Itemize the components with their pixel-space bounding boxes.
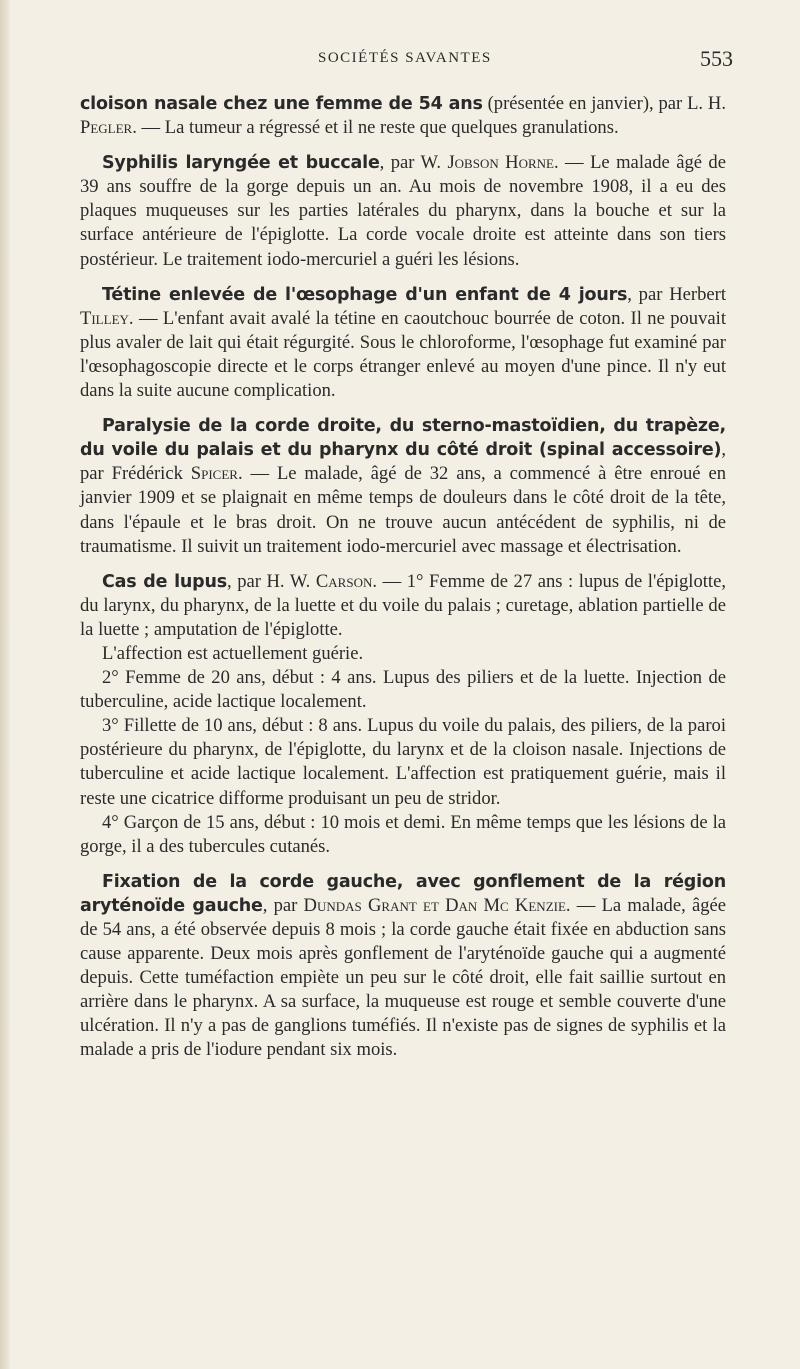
lupus-paragraph: 2° Femme de 20 ans, début : 4 ans. Lupus des piliers et de la luette. Injection de tuberculine, acide lactique localement. [80,667,726,713]
running-head: SOCIÉTÉS SAVANTES [318,50,492,66]
entry-title: Cas de lupus [102,571,227,592]
entry-title: Paralysie de la corde droite, du sterno-mastoïdien, du trapèze, du voile du palais et du pharynx du côté droit (spinal accessoire) [80,416,726,461]
entry-author: Dundas Grant et Dan Mc Kenzie [303,894,566,916]
entry-text: . — 1° Femme de 27 ans : lupus de l'épiglotte, du larynx, du pharynx, de la luette et du voile du palais ; curetage, ablation partielle de la luette ; amputation de l'épiglotte. [80,570,727,640]
entry-byline: , par Herbert [627,283,726,305]
entry-syphilis [80,151,726,271]
lupus-paragraph: 4° Garçon de 15 ans, début : 10 mois et demi. En même temps que les lésions de la gorge, il a des tubercules cutanés. [80,811,726,857]
entry-title: Fixation de la corde gauche, avec gonflement de la région aryténoïde gauche [80,871,726,916]
entry-lupus [80,570,726,642]
lupus-paragraph: 3° Fillette de 10 ans, début : 8 ans. Lupus du voile du palais, des piliers, de la paroi postérieure du pharynx, de l'épiglotte, du larynx et de la cloison nasale. Injections de tuberculine et acide lactique localement. L'affection est pratiquement guérie, mais il reste une cicatrice difforme produisant un peu de stridor. [80,715,726,809]
entry-byline: , par Frédérick [80,439,726,485]
entry-text: . — La tumeur a régressé et il ne reste que quelques granulations. [132,117,619,139]
entry-title: Syphilis laryngée et buccale [102,153,380,174]
entry-author: Tilley [80,307,129,329]
entry-paralysie [80,414,726,559]
entry-cloison-nasale [80,92,726,140]
entry-author: Carson [315,570,373,592]
entry-tetine [80,283,726,403]
entry-title: Tétine enlevée de l'œsophage d'un enfant de 4 jours [102,284,628,305]
entry-text: . — Le malade âgé de 39 ans souffre de la gorge depuis un an. Au mois de novembre 1908, il a eu des plaques muqueuses sur les parties latérales du pharynx, dans la bouche et sur la surface antérieure de l'épiglotte. La corde vocale droite est atteinte dans son tiers postérieur. Le traitement iodo-mercuriel a guéri les lésions. [80,152,726,270]
entry-author: Jobson Horne [447,152,554,174]
entry-byline: , par W. [379,152,448,174]
entry-byline: , par [262,894,304,916]
entry-author: Pegler [80,117,133,139]
entry-title: cloison nasale chez une femme de 54 ans [80,94,483,114]
article-body [80,92,726,1063]
page-edge [0,0,10,1369]
entry-text: . — La malade, âgée de 54 ans, a été observée depuis 8 mois ; la corde gauche était fixée en abduction sans cause apparente. Deux mois après gonflement de l'aryténoïde gauche qui a augmenté depuis. Cette tuméfaction empiète un peu sur le côté droit, elle fait saillie surtout en arrière dans le pharynx. A sa surface, la muqueuse est rouge et semble couverte d'une ulcération. Il n'y a pas de ganglions tuméfiés. Il n'existe pas de signes de syphilis et la malade a pris de l'iodure pendant six mois. [80,894,727,1061]
lupus-paragraph: L'affection est actuellement guérie. [102,642,364,664]
entry-byline: (présentée en janvier), par L. H. [482,93,726,114]
page-header [0,46,800,80]
page-number: 553 [700,46,733,71]
entry-byline: , par H. W. [226,570,316,592]
entry-text: . — Le malade, âgé de 32 ans, a commencé à être enroué en janvier 1909 et se plaignait en même temps de douleurs dans le côté droit de la tête, dans l'épaule et le bras droit. On ne trouve aucun antécédent de syphilis, ni de traumatisme. Il suivit un traitement iodo-mercuriel avec massage et électrisation. [80,463,726,557]
entry-author: Spicer [190,463,238,485]
entry-fixation [80,870,726,1063]
entry-text: . — L'enfant avait avalé la tétine en caoutchouc bourrée de coton. Il ne pouvait plus avaler de lait qui était régurgité. Sous le chloroforme, l'œsophage fut examiné par l'œsophagoscopie directe et le corps étranger enlevé au moyen d'une pince. Il n'y eut dans la suite aucune complication. [80,307,726,402]
